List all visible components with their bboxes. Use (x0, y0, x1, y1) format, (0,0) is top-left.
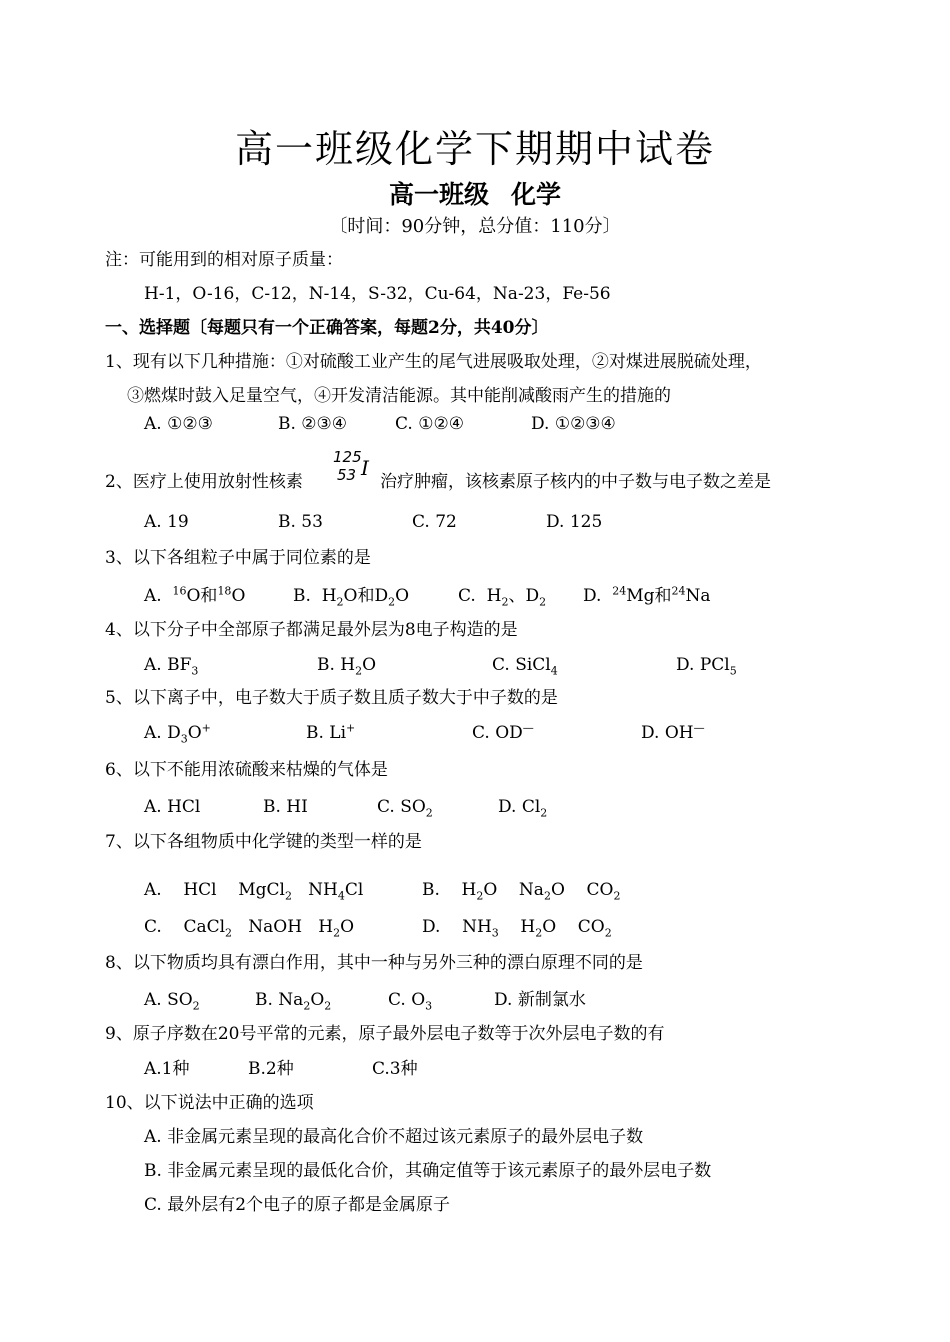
exam-subtitle (0, 175, 950, 211)
nuclide-notation (331, 446, 375, 486)
q4-option-d: D. PCl$_5$ (676, 655, 737, 678)
exam-info: 〔时间：90分钟，总分值：110分〕 (329, 216, 621, 237)
q6-option-a: A. HCl (144, 797, 201, 817)
exam-title: 高一班级化学下期期中试卷 (234, 127, 715, 171)
q2-option-c: C. 72 (412, 512, 457, 532)
q8-stem: 8、以下物质均具有漂白作用，其中一种与另外三种的漂白原理不同的是 (105, 953, 643, 973)
q1-stem-cont: ③燃煤时鼓入足量空气，④开发清洁能源。其中能削减酸雨产生的措施的 (127, 386, 671, 406)
q5-option-c: C. OD— (472, 721, 534, 743)
note-label: 注：可能用到的相对原子质量： (105, 250, 343, 270)
q7-option-c: C. CaCl$_2$ NaOH $H_2O$ (144, 917, 355, 940)
q4-option-b: B. $H_2O$ (317, 655, 377, 678)
nuclide-symbol: I (361, 456, 369, 480)
q7-option-d: D. $NH_3$ $H_2O$ $CO_2$ (422, 917, 612, 940)
q10-option-a: A. 非金属元素呈现的最高化合价不超过该元素原子的最外层电子数 (144, 1127, 644, 1147)
q1-option-a: A. ①②③ (144, 414, 213, 434)
section-heading: 一、选择题〔每题只有一个正确答案，每题2分，共40分〕 (105, 318, 549, 338)
q7-stem: 7、以下各组物质中化学键的类型一样的是 (105, 832, 422, 852)
q3-option-a: A. $^{16}$O和$^{18}$O (144, 584, 246, 606)
q8-option-d: D. 新制氯水 (494, 990, 586, 1010)
nuclide-mass: 125 (333, 448, 362, 466)
q3-option-d: D. $^{24}$Mg和$^{24}$Na (583, 584, 711, 606)
q5-option-b: B. Li+ (306, 721, 356, 743)
q2-stem: 2、医疗上使用放射性核素 (105, 472, 303, 492)
q3-option-c: C. $H_2$、$D_2$ (458, 586, 547, 609)
grade-label: 高一班级 (388, 180, 489, 209)
q1-option-c: C. ①②④ (395, 414, 464, 434)
q9-option-c: C.3种 (372, 1059, 418, 1079)
q5-option-a: A. $D_3O^+$ (144, 721, 211, 746)
q7-option-a: A. HCl MgCl$_2$ $NH_4Cl$ (144, 880, 364, 903)
subject-label: 化学 (511, 180, 562, 209)
q5-stem: 5、以下离子中，电子数大于质子数且质子数大于中子数的是 (105, 688, 558, 708)
q1-option-d: D. ①②③④ (531, 414, 616, 434)
q9-option-b: B.2种 (248, 1059, 294, 1079)
q6-stem: 6、以下不能用浓硫酸来枯燥的气体是 (105, 760, 388, 780)
q4-option-a: A. $BF_3$ (144, 655, 199, 678)
q4-stem: 4、以下分子中全部原子都满足最外层为8电子构造的是 (105, 620, 518, 640)
q9-option-a: A.1种 (144, 1059, 190, 1079)
atomic-masses: H-1，O-16，C-12，N-14，S-32，Cu-64，Na-23，Fe-56 (144, 284, 611, 304)
q8-option-c: C. $O_3$ (388, 990, 433, 1013)
q2-option-b: B. 53 (278, 512, 323, 532)
q3-option-b: B. $H_2O$和$D_2O$ (293, 586, 410, 609)
q10-option-c: C. 最外层有2个电子的原子都是金属原子 (144, 1195, 451, 1215)
q2-option-a: A. 19 (144, 512, 189, 532)
q8-option-a: A. $SO_2$ (144, 990, 200, 1013)
q6-option-c: C. $SO_2$ (377, 797, 433, 820)
q6-option-b: B. HI (263, 797, 308, 817)
q9-stem: 9、原子序数在20号平常的元素，原子最外层电子数等于次外层电子数的有 (105, 1024, 665, 1044)
q2-option-d: D. 125 (546, 512, 603, 532)
q2-stem-end: 治疗肿瘤，该核素原子核内的中子数与电子数之差是 (380, 472, 771, 492)
q1-stem: 1、现有以下几种措施：①对硫酸工业产生的尾气进展吸取处理，②对煤进展脱硫处理， (105, 352, 762, 372)
q5-option-d: D. OH— (641, 721, 705, 743)
q10-stem: 10、以下说法中正确的选项 (105, 1093, 314, 1113)
q4-option-c: C. SiCl$_4$ (492, 655, 558, 678)
q10-option-b: B. 非金属元素呈现的最低化合价，其确定值等于该元素原子的最外层电子数 (144, 1161, 712, 1181)
q7-option-b: B. $H_2O$ $Na_2O$ $CO_2$ (422, 880, 621, 903)
nuclide-number: 53 (337, 466, 357, 484)
q1-option-b: B. ②③④ (278, 414, 348, 434)
q3-stem: 3、以下各组粒子中属于同位素的是 (105, 548, 371, 568)
q8-option-b: B. $Na_2O_2$ (255, 990, 332, 1013)
q6-option-d: D. $Cl_2$ (498, 797, 548, 820)
